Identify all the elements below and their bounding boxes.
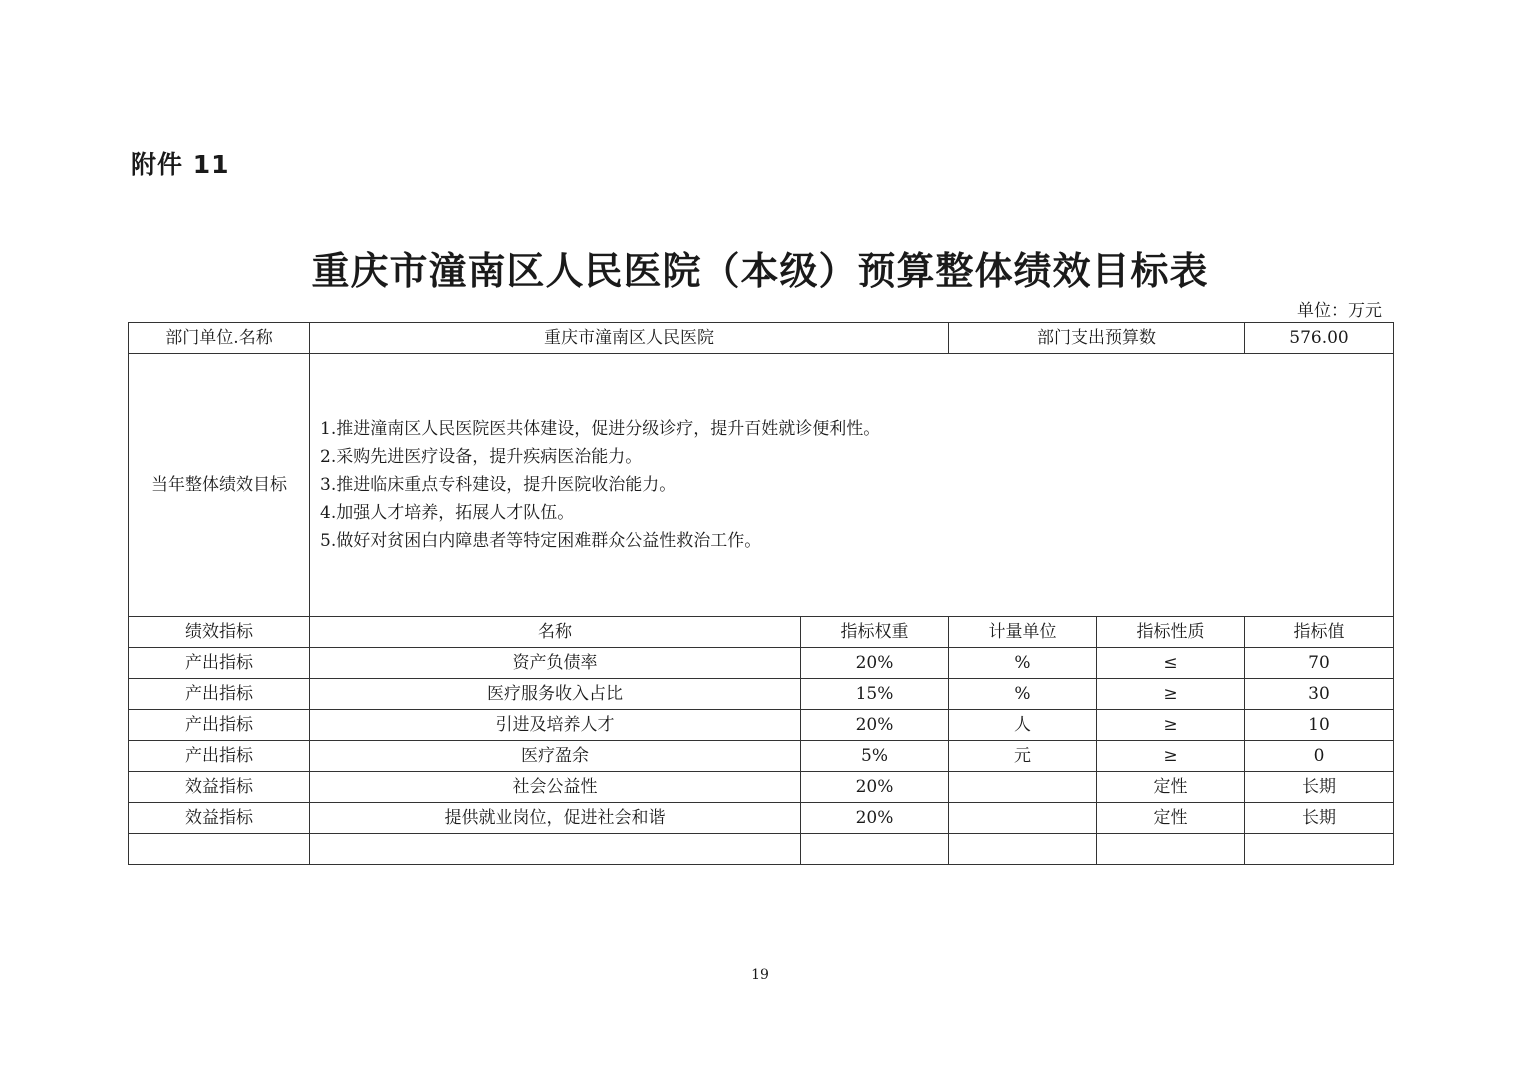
column-header: 绩效指标 (129, 617, 310, 648)
indicator-header-row (129, 617, 1394, 648)
table-cell: 产出指标 (129, 648, 310, 679)
table-cell (949, 834, 1097, 865)
table-cell: 医疗服务收入占比 (310, 679, 801, 710)
budget-label-text: 部门支出预算数 (1037, 327, 1156, 348)
goals-label: 当年整体绩效目标 (129, 354, 310, 617)
column-header: 指标值 (1245, 617, 1394, 648)
table-cell (310, 834, 801, 865)
goal-line-1: 1.推进潼南区人民医院医共体建设，促进分级诊疗，提升百姓就诊便利性。 (320, 419, 881, 439)
table-cell: 长期 (1245, 772, 1394, 803)
table-cell: 产出指标 (129, 679, 310, 710)
table-row (129, 741, 1394, 772)
table-cell: 20% (801, 803, 949, 834)
dept-name-label: 部门单位.名称 (129, 323, 310, 354)
table-cell (949, 772, 1097, 803)
column-header: 计量单位 (949, 617, 1097, 648)
performance-table (128, 322, 1394, 865)
table-row (129, 803, 1394, 834)
table-cell: ≥ (1097, 679, 1245, 710)
header-row (129, 323, 1394, 354)
column-header: 指标权重 (801, 617, 949, 648)
table-cell: ≥ (1097, 741, 1245, 772)
budget-value: 576.00 (1245, 323, 1394, 354)
table-cell: 定性 (1097, 772, 1245, 803)
table-cell: 产出指标 (129, 741, 310, 772)
table-cell (129, 834, 310, 865)
table-cell: 15% (801, 679, 949, 710)
table-cell: 20% (801, 710, 949, 741)
table-cell: % (949, 679, 1097, 710)
column-header: 名称 (310, 617, 801, 648)
table-cell (801, 834, 949, 865)
table-cell: 效益指标 (129, 803, 310, 834)
table-cell: % (949, 648, 1097, 679)
table-row (129, 710, 1394, 741)
table-row (129, 679, 1394, 710)
table-row (129, 772, 1394, 803)
goals-row (129, 354, 1394, 617)
table-cell: 效益指标 (129, 772, 310, 803)
table-cell: 长期 (1245, 803, 1394, 834)
table-cell (1245, 834, 1394, 865)
table-cell: 0 (1245, 741, 1394, 772)
table-cell (1097, 834, 1245, 865)
table-row-empty (129, 834, 1394, 865)
table-row (129, 648, 1394, 679)
table-cell: 引进及培养人才 (310, 710, 801, 741)
table-cell: ≤ (1097, 648, 1245, 679)
table-cell: 元 (949, 741, 1097, 772)
goal-line-2: 2.采购先进医疗设备，提升疾病医治能力。 (320, 447, 643, 467)
table-cell: 20% (801, 772, 949, 803)
goal-line-5: 5.做好对贫困白内障患者等特定困难群众公益性救治工作。 (320, 531, 762, 551)
table-cell: 人 (949, 710, 1097, 741)
column-header: 指标性质 (1097, 617, 1245, 648)
table-cell: ≥ (1097, 710, 1245, 741)
document-title: 重庆市潼南区人民医院（本级）预算整体绩效目标表 (311, 248, 1209, 293)
attachment-label: 附件 11 (131, 150, 230, 179)
page-number: 19 (751, 967, 769, 983)
table-cell: 提供就业岗位，促进社会和谐 (310, 803, 801, 834)
table-cell: 5% (801, 741, 949, 772)
table-cell (949, 803, 1097, 834)
goal-line-3: 3.推进临床重点专科建设，提升医院收治能力。 (320, 475, 677, 495)
table-cell: 社会公益性 (310, 772, 801, 803)
budget-label (949, 323, 1245, 354)
table-cell: 20% (801, 648, 949, 679)
table-cell: 资产负债率 (310, 648, 801, 679)
table-cell: 30 (1245, 679, 1394, 710)
table-cell: 医疗盈余 (310, 741, 801, 772)
unit-label: 单位：万元 (1297, 301, 1382, 321)
table-cell: 定性 (1097, 803, 1245, 834)
dept-name-value: 重庆市潼南区人民医院 (310, 323, 949, 354)
goals-content (310, 354, 1394, 617)
table-cell: 产出指标 (129, 710, 310, 741)
table-cell: 70 (1245, 648, 1394, 679)
table-cell: 10 (1245, 710, 1394, 741)
goal-line-4: 4.加强人才培养，拓展人才队伍。 (320, 503, 575, 523)
